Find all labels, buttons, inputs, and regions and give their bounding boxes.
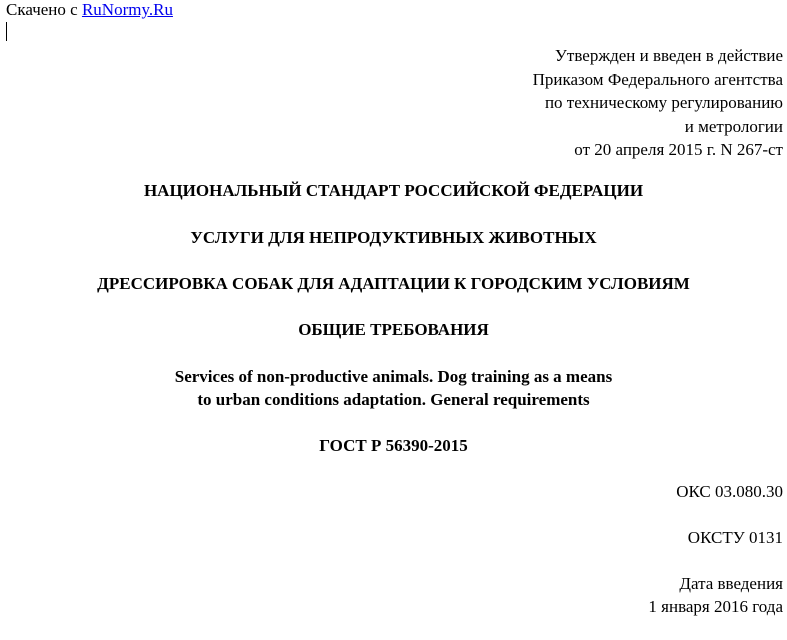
approval-line-5: от 20 апреля 2015 г. N 267-ст [574,140,783,159]
introduction-date: 1 января 2016 года [648,597,783,616]
approval-line-3: по техническому регулированию [544,93,783,112]
services-heading: УСЛУГИ ДЛЯ НЕПРОДУКТИВНЫХ ЖИВОТНЫХ [190,228,597,247]
general-requirements-heading: ОБЩИЕ ТРЕБОВАНИЯ [298,320,489,339]
training-heading: ДРЕССИРОВКА СОБАК ДЛЯ АДАПТАЦИИ К ГОРОДСКИМ УСЛОВИЯМ [97,274,690,293]
national-standard-heading: НАЦИОНАЛЬНЫЙ СТАНДАРТ РОССИЙСКОЙ ФЕДЕРАЦИИ [143,181,644,200]
approval-line-1: Утвержден и введен в действие [554,46,783,65]
okstu-code: ОКСТУ 0131 [687,528,783,547]
source-link[interactable]: RuNormy.Ru [81,0,173,19]
oks-code: ОКС 03.080.30 [676,482,783,501]
source-prefix: Скачено с [6,0,82,19]
introduction-label: Дата введения [679,574,783,593]
gost-number: ГОСТ Р 56390-2015 [319,436,468,455]
source-line [6,0,173,20]
approval-block [533,44,783,162]
english-title-line-2: to urban conditions adaptation. General requirements [197,390,590,409]
approval-line-2: Приказом Федерального агентства [532,69,783,89]
text-cursor [6,22,7,41]
approval-line-4: и метрологии [684,116,783,136]
english-title-line-1: Services of non-productive animals. Dog training as a means [174,367,613,386]
